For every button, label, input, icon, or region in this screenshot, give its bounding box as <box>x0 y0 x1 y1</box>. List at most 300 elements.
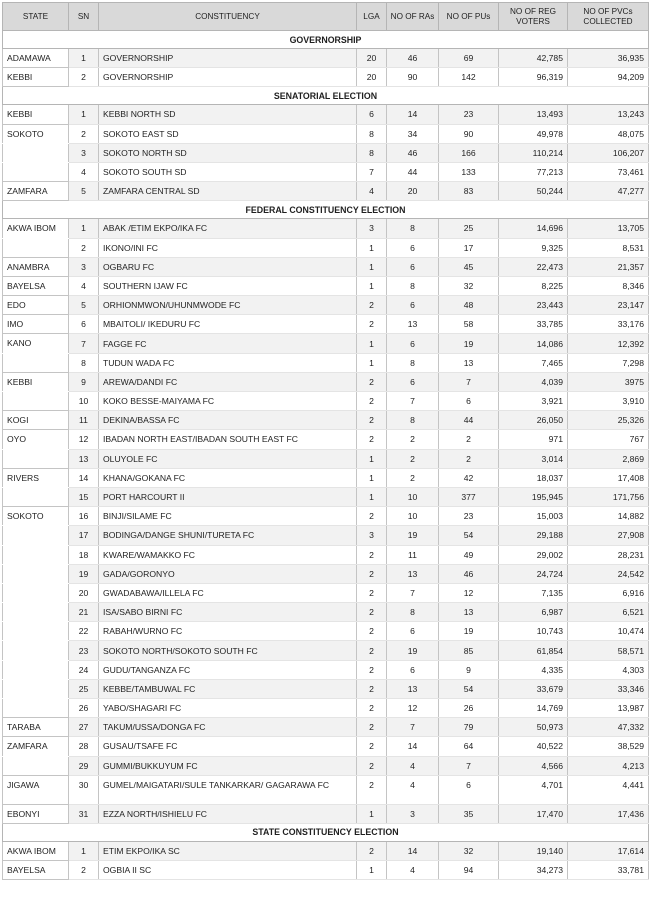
sn-cell: 30 <box>69 775 99 804</box>
sn-cell: 1 <box>69 841 99 860</box>
reg-voters-cell: 29,002 <box>499 545 568 564</box>
pus-cell: 166 <box>439 143 499 162</box>
state-cell <box>3 603 69 622</box>
section-header-row <box>3 31 649 49</box>
sn-cell: 21 <box>69 603 99 622</box>
ras-cell: 8 <box>387 219 439 238</box>
reg-voters-cell: 29,188 <box>499 526 568 545</box>
constituency-cell: MBAITOLI/ IKEDURU FC <box>99 315 357 334</box>
table-row <box>3 315 649 334</box>
constituency-cell: OGBARU FC <box>99 257 357 276</box>
table-row <box>3 679 649 698</box>
pus-cell: 32 <box>439 276 499 295</box>
table-row <box>3 545 649 564</box>
constituency-cell: GUDU/TANGANZA FC <box>99 660 357 679</box>
table-row <box>3 334 649 353</box>
ras-cell: 4 <box>387 756 439 775</box>
state-cell <box>3 143 69 162</box>
pvcs-cell: 106,207 <box>568 143 649 162</box>
table-row <box>3 162 649 181</box>
constituency-cell: YABO/SHAGARI FC <box>99 699 357 718</box>
constituency-cell: IBADAN NORTH EAST/IBADAN SOUTH EAST FC <box>99 430 357 449</box>
table-row <box>3 641 649 660</box>
state-cell <box>3 699 69 718</box>
state-cell: ANAMBRA <box>3 257 69 276</box>
table-row <box>3 238 649 257</box>
ras-cell: 13 <box>387 315 439 334</box>
lga-cell: 1 <box>357 276 387 295</box>
lga-cell: 2 <box>357 756 387 775</box>
sn-cell: 2 <box>69 238 99 257</box>
state-cell: KEBBI <box>3 68 69 87</box>
header-row <box>3 3 649 31</box>
reg-voters-cell: 4,701 <box>499 775 568 804</box>
pus-cell: 54 <box>439 679 499 698</box>
sn-cell: 22 <box>69 622 99 641</box>
ras-cell: 6 <box>387 660 439 679</box>
pus-cell: 23 <box>439 507 499 526</box>
pvcs-cell: 8,346 <box>568 276 649 295</box>
pus-cell: 26 <box>439 699 499 718</box>
pus-cell: 85 <box>439 641 499 660</box>
lga-cell: 2 <box>357 411 387 430</box>
header-ras: NO OF RAs <box>387 3 439 31</box>
sn-cell: 7 <box>69 334 99 353</box>
table-row <box>3 804 649 823</box>
ras-cell: 20 <box>387 182 439 201</box>
pvcs-cell: 33,781 <box>568 861 649 880</box>
sn-cell: 3 <box>69 143 99 162</box>
sn-cell: 17 <box>69 526 99 545</box>
lga-cell: 8 <box>357 143 387 162</box>
pus-cell: 6 <box>439 775 499 804</box>
pus-cell: 13 <box>439 353 499 372</box>
ras-cell: 13 <box>387 564 439 583</box>
constituency-cell: ORHIONMWON/UHUNMWODE FC <box>99 296 357 315</box>
reg-voters-cell: 6,987 <box>499 603 568 622</box>
table-row <box>3 296 649 315</box>
constituency-cell: BINJI/SILAME FC <box>99 507 357 526</box>
pvcs-cell: 23,147 <box>568 296 649 315</box>
ras-cell: 3 <box>387 804 439 823</box>
sn-cell: 19 <box>69 564 99 583</box>
ras-cell: 90 <box>387 68 439 87</box>
ras-cell: 6 <box>387 238 439 257</box>
pus-cell: 12 <box>439 583 499 602</box>
pus-cell: 64 <box>439 737 499 756</box>
pvcs-cell: 4,303 <box>568 660 649 679</box>
sn-cell: 8 <box>69 353 99 372</box>
pvcs-cell: 24,542 <box>568 564 649 583</box>
sn-cell: 14 <box>69 468 99 487</box>
table-row <box>3 507 649 526</box>
sn-cell: 1 <box>69 219 99 238</box>
constituency-cell: OGBIA II SC <box>99 861 357 880</box>
pus-cell: 48 <box>439 296 499 315</box>
section-title: GOVERNORSHIP <box>3 31 649 49</box>
header-reg-voters: NO OF REG VOTERS <box>499 3 568 31</box>
constituency-cell: EZZA NORTH/ISHIELU FC <box>99 804 357 823</box>
pvcs-cell: 3,910 <box>568 392 649 411</box>
reg-voters-cell: 10,743 <box>499 622 568 641</box>
sn-cell: 12 <box>69 430 99 449</box>
constituency-cell: SOKOTO NORTH/SOKOTO SOUTH FC <box>99 641 357 660</box>
pus-cell: 90 <box>439 124 499 143</box>
sn-cell: 25 <box>69 679 99 698</box>
reg-voters-cell: 33,785 <box>499 315 568 334</box>
reg-voters-cell: 3,921 <box>499 392 568 411</box>
lga-cell: 6 <box>357 105 387 124</box>
table-row <box>3 718 649 737</box>
reg-voters-cell: 7,465 <box>499 353 568 372</box>
reg-voters-cell: 9,325 <box>499 238 568 257</box>
constituency-cell: GOVERNORSHIP <box>99 49 357 68</box>
state-cell: OYO <box>3 430 69 449</box>
pvcs-cell: 7,298 <box>568 353 649 372</box>
table-row <box>3 861 649 880</box>
state-cell: SOKOTO <box>3 124 69 143</box>
pvcs-cell: 6,521 <box>568 603 649 622</box>
constituency-cell: RABAH/WURNO FC <box>99 622 357 641</box>
constituency-cell: ABAK /ETIM EKPO/IKA FC <box>99 219 357 238</box>
state-cell: ADAMAWA <box>3 49 69 68</box>
pvcs-cell: 14,882 <box>568 507 649 526</box>
pvcs-cell: 38,529 <box>568 737 649 756</box>
ras-cell: 4 <box>387 775 439 804</box>
reg-voters-cell: 3,014 <box>499 449 568 468</box>
sn-cell: 18 <box>69 545 99 564</box>
table-row <box>3 49 649 68</box>
ras-cell: 7 <box>387 718 439 737</box>
ras-cell: 46 <box>387 49 439 68</box>
table-row <box>3 411 649 430</box>
pvcs-cell: 58,571 <box>568 641 649 660</box>
lga-cell: 1 <box>357 257 387 276</box>
state-cell <box>3 564 69 583</box>
constituency-cell: GWADABAWA/ILLELA FC <box>99 583 357 602</box>
state-cell: TARABA <box>3 718 69 737</box>
sn-cell: 3 <box>69 257 99 276</box>
pus-cell: 83 <box>439 182 499 201</box>
state-cell: EBONYI <box>3 804 69 823</box>
pvcs-cell: 13,705 <box>568 219 649 238</box>
ras-cell: 6 <box>387 257 439 276</box>
ras-cell: 6 <box>387 296 439 315</box>
state-cell: AKWA IBOM <box>3 219 69 238</box>
ras-cell: 13 <box>387 679 439 698</box>
pvcs-cell: 767 <box>568 430 649 449</box>
section-title: SENATORIAL ELECTION <box>3 87 649 105</box>
pus-cell: 2 <box>439 449 499 468</box>
pus-cell: 7 <box>439 756 499 775</box>
state-cell: IMO <box>3 315 69 334</box>
table-row <box>3 622 649 641</box>
table-row <box>3 392 649 411</box>
ras-cell: 6 <box>387 334 439 353</box>
table-row <box>3 449 649 468</box>
ras-cell: 19 <box>387 526 439 545</box>
pus-cell: 58 <box>439 315 499 334</box>
reg-voters-cell: 14,769 <box>499 699 568 718</box>
table-row <box>3 219 649 238</box>
pus-cell: 49 <box>439 545 499 564</box>
sn-cell: 4 <box>69 162 99 181</box>
table-row <box>3 583 649 602</box>
table-row <box>3 257 649 276</box>
reg-voters-cell: 22,473 <box>499 257 568 276</box>
sn-cell: 1 <box>69 105 99 124</box>
pus-cell: 142 <box>439 68 499 87</box>
pvcs-cell: 8,531 <box>568 238 649 257</box>
state-cell <box>3 660 69 679</box>
sn-cell: 24 <box>69 660 99 679</box>
pus-cell: 9 <box>439 660 499 679</box>
pvcs-cell: 17,408 <box>568 468 649 487</box>
constituency-cell: SOKOTO NORTH SD <box>99 143 357 162</box>
lga-cell: 2 <box>357 564 387 583</box>
pus-cell: 133 <box>439 162 499 181</box>
lga-cell: 2 <box>357 603 387 622</box>
state-cell: KOGI <box>3 411 69 430</box>
state-cell <box>3 353 69 372</box>
reg-voters-cell: 96,319 <box>499 68 568 87</box>
constituency-cell: AREWA/DANDI FC <box>99 372 357 391</box>
sn-cell: 20 <box>69 583 99 602</box>
constituency-cell: KEBBI NORTH SD <box>99 105 357 124</box>
section-header-row <box>3 823 649 841</box>
constituency-cell: TUDUN WADA FC <box>99 353 357 372</box>
table-row <box>3 699 649 718</box>
ras-cell: 12 <box>387 699 439 718</box>
ras-cell: 10 <box>387 487 439 506</box>
header-pvcs: NO OF PVCs COLLECTED <box>568 3 649 31</box>
ras-cell: 14 <box>387 105 439 124</box>
state-cell <box>3 679 69 698</box>
table-row <box>3 841 649 860</box>
constituency-cell: GUSAU/TSAFE FC <box>99 737 357 756</box>
constituency-cell: TAKUM/USSA/DONGA FC <box>99 718 357 737</box>
reg-voters-cell: 4,335 <box>499 660 568 679</box>
pus-cell: 17 <box>439 238 499 257</box>
lga-cell: 3 <box>357 526 387 545</box>
pus-cell: 13 <box>439 603 499 622</box>
sn-cell: 6 <box>69 315 99 334</box>
sn-cell: 23 <box>69 641 99 660</box>
table-row <box>3 603 649 622</box>
reg-voters-cell: 77,213 <box>499 162 568 181</box>
pvcs-cell: 2,869 <box>568 449 649 468</box>
table-row <box>3 775 649 804</box>
lga-cell: 1 <box>357 487 387 506</box>
lga-cell: 3 <box>357 219 387 238</box>
pvcs-cell: 33,176 <box>568 315 649 334</box>
lga-cell: 20 <box>357 68 387 87</box>
pus-cell: 69 <box>439 49 499 68</box>
sn-cell: 27 <box>69 718 99 737</box>
state-cell: BAYELSA <box>3 861 69 880</box>
lga-cell: 7 <box>357 162 387 181</box>
pvcs-cell: 25,326 <box>568 411 649 430</box>
pvcs-cell: 33,346 <box>568 679 649 698</box>
pus-cell: 79 <box>439 718 499 737</box>
state-cell <box>3 238 69 257</box>
pvcs-cell: 3975 <box>568 372 649 391</box>
constituency-cell: KWARE/WAMAKKO FC <box>99 545 357 564</box>
elections-table <box>2 2 649 880</box>
lga-cell: 2 <box>357 545 387 564</box>
state-cell <box>3 583 69 602</box>
pvcs-cell: 47,332 <box>568 718 649 737</box>
table-row <box>3 526 649 545</box>
sn-cell: 2 <box>69 861 99 880</box>
table-row <box>3 487 649 506</box>
ras-cell: 8 <box>387 603 439 622</box>
ras-cell: 19 <box>387 641 439 660</box>
reg-voters-cell: 26,050 <box>499 411 568 430</box>
table-row <box>3 756 649 775</box>
constituency-cell: FAGGE FC <box>99 334 357 353</box>
table-row <box>3 353 649 372</box>
lga-cell: 1 <box>357 449 387 468</box>
ras-cell: 8 <box>387 276 439 295</box>
constituency-cell: OLUYOLE FC <box>99 449 357 468</box>
lga-cell: 1 <box>357 353 387 372</box>
sn-cell: 4 <box>69 276 99 295</box>
lga-cell: 20 <box>357 49 387 68</box>
header-state: STATE <box>3 3 69 31</box>
lga-cell: 2 <box>357 679 387 698</box>
lga-cell: 1 <box>357 334 387 353</box>
table-header <box>3 3 649 31</box>
ras-cell: 11 <box>387 545 439 564</box>
state-cell <box>3 392 69 411</box>
table-row <box>3 182 649 201</box>
pvcs-cell: 13,243 <box>568 105 649 124</box>
lga-cell: 2 <box>357 660 387 679</box>
section-header-row <box>3 201 649 219</box>
pus-cell: 44 <box>439 411 499 430</box>
sn-cell: 16 <box>69 507 99 526</box>
table-row <box>3 276 649 295</box>
ras-cell: 7 <box>387 583 439 602</box>
ras-cell: 4 <box>387 861 439 880</box>
reg-voters-cell: 8,225 <box>499 276 568 295</box>
ras-cell: 44 <box>387 162 439 181</box>
lga-cell: 4 <box>357 182 387 201</box>
constituency-cell: GUMMI/BUKKUYUM FC <box>99 756 357 775</box>
ras-cell: 34 <box>387 124 439 143</box>
pvcs-cell: 28,231 <box>568 545 649 564</box>
constituency-cell: SOKOTO SOUTH SD <box>99 162 357 181</box>
constituency-cell: KOKO BESSE-MAIYAMA FC <box>99 392 357 411</box>
lga-cell: 1 <box>357 804 387 823</box>
pus-cell: 23 <box>439 105 499 124</box>
reg-voters-cell: 4,039 <box>499 372 568 391</box>
pvcs-cell: 48,075 <box>568 124 649 143</box>
pus-cell: 35 <box>439 804 499 823</box>
state-cell <box>3 545 69 564</box>
lga-cell: 2 <box>357 737 387 756</box>
reg-voters-cell: 34,273 <box>499 861 568 880</box>
reg-voters-cell: 15,003 <box>499 507 568 526</box>
table-row <box>3 430 649 449</box>
state-cell <box>3 756 69 775</box>
state-cell <box>3 641 69 660</box>
constituency-cell: KEBBE/TAMBUWAL FC <box>99 679 357 698</box>
state-cell: RIVERS <box>3 468 69 487</box>
reg-voters-cell: 7,135 <box>499 583 568 602</box>
lga-cell: 2 <box>357 372 387 391</box>
lga-cell: 2 <box>357 699 387 718</box>
constituency-cell: GOVERNORSHIP <box>99 68 357 87</box>
pvcs-cell: 27,908 <box>568 526 649 545</box>
sn-cell: 10 <box>69 392 99 411</box>
constituency-cell: ETIM EKPO/IKA SC <box>99 841 357 860</box>
reg-voters-cell: 13,493 <box>499 105 568 124</box>
state-cell <box>3 526 69 545</box>
state-cell: KEBBI <box>3 372 69 391</box>
reg-voters-cell: 195,945 <box>499 487 568 506</box>
reg-voters-cell: 40,522 <box>499 737 568 756</box>
pus-cell: 7 <box>439 372 499 391</box>
reg-voters-cell: 971 <box>499 430 568 449</box>
reg-voters-cell: 50,973 <box>499 718 568 737</box>
pus-cell: 2 <box>439 430 499 449</box>
state-cell: JIGAWA <box>3 775 69 804</box>
state-cell: KEBBI <box>3 105 69 124</box>
lga-cell: 2 <box>357 583 387 602</box>
state-cell: BAYELSA <box>3 276 69 295</box>
pvcs-cell: 21,357 <box>568 257 649 276</box>
pvcs-cell: 17,436 <box>568 804 649 823</box>
pus-cell: 32 <box>439 841 499 860</box>
sn-cell: 26 <box>69 699 99 718</box>
ras-cell: 6 <box>387 372 439 391</box>
pus-cell: 19 <box>439 622 499 641</box>
state-cell <box>3 622 69 641</box>
sn-cell: 28 <box>69 737 99 756</box>
ras-cell: 2 <box>387 449 439 468</box>
table-row <box>3 660 649 679</box>
pvcs-cell: 36,935 <box>568 49 649 68</box>
state-cell: ZAMFARA <box>3 182 69 201</box>
reg-voters-cell: 110,214 <box>499 143 568 162</box>
constituency-cell: GADA/GORONYO <box>99 564 357 583</box>
header-constituency: CONSTITUENCY <box>99 3 357 31</box>
constituency-cell: SOKOTO EAST SD <box>99 124 357 143</box>
lga-cell: 2 <box>357 392 387 411</box>
ras-cell: 14 <box>387 841 439 860</box>
state-cell <box>3 449 69 468</box>
table-row <box>3 68 649 87</box>
ras-cell: 8 <box>387 411 439 430</box>
section-title: STATE CONSTITUENCY ELECTION <box>3 823 649 841</box>
pvcs-cell: 12,392 <box>568 334 649 353</box>
pvcs-cell: 17,614 <box>568 841 649 860</box>
pus-cell: 25 <box>439 219 499 238</box>
pvcs-cell: 6,916 <box>568 583 649 602</box>
lga-cell: 2 <box>357 841 387 860</box>
pus-cell: 94 <box>439 861 499 880</box>
sn-cell: 2 <box>69 124 99 143</box>
state-cell: KANO <box>3 334 69 353</box>
ras-cell: 10 <box>387 507 439 526</box>
lga-cell: 1 <box>357 468 387 487</box>
pvcs-cell: 171,756 <box>568 487 649 506</box>
header-sn: SN <box>69 3 99 31</box>
reg-voters-cell: 50,244 <box>499 182 568 201</box>
sn-cell: 31 <box>69 804 99 823</box>
